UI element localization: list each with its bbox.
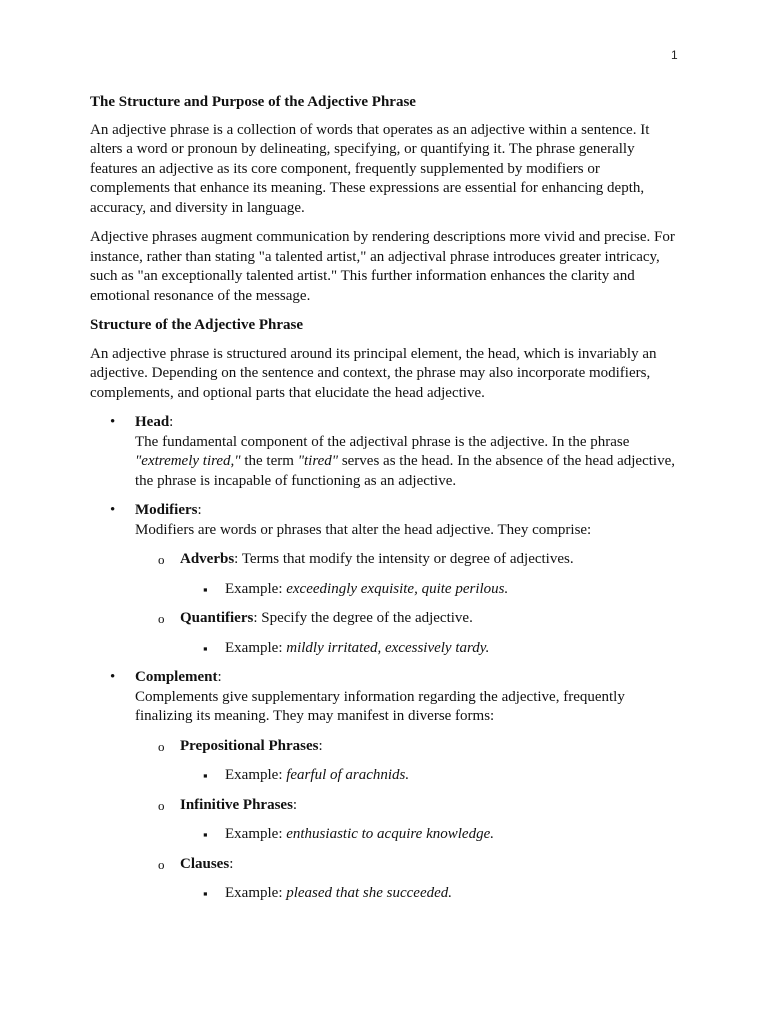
complement-colon: : [217, 669, 222, 685]
list-item-modifiers [90, 501, 682, 658]
section-heading: Structure of the Adjective Phrase [90, 317, 304, 333]
sublist-item-infinitive [135, 796, 682, 845]
structure-list [90, 413, 682, 904]
infinitive-desc: : [292, 796, 298, 813]
intro-paragraph-1: An adjective phrase is a collection of words that operates as an adjective within a sentence. It alters a word or pronoun by delineating, specifying, or quantifying it. The phrase generally features an adjective as its core component, frequently supplemented by modifiers or complements that enhance its meaning. These expressions are essential for enhancing depth, accuracy, and diversity in language. [90, 121, 650, 216]
intro-paragraph-2: Adjective phrases augment communication by rendering descriptions more vivid and precise. For instance, rather than stating "a talented artist," an adjectival phrase introduces greater intricacy, such as "an exceptionally talented artist." This further information enhances the clarity and emotional resonance of the message. [90, 229, 675, 304]
prepositional-label: Prepositional Phrases [180, 737, 319, 754]
complement-description: Complements give supplementary information regarding the adjective, frequently finalizing its meaning. They may manifest in diverse forms: [135, 688, 625, 724]
example-text: exceedingly exquisite, quite perilous. [286, 580, 509, 597]
example-prefix: Example: [225, 580, 287, 597]
modifiers-label: Modifiers [135, 502, 198, 518]
sublist-item-adverbs [135, 550, 682, 599]
head-label: Head [135, 414, 170, 430]
modifiers-colon: : [197, 502, 202, 518]
head-description [135, 433, 682, 492]
quantifiers-desc: : Specify the degree of the adjective. [253, 610, 473, 626]
sublist-item-clauses [135, 855, 682, 904]
clauses-label: Clauses [180, 855, 230, 872]
list-item-head [90, 413, 682, 491]
example-prefix: Example: [225, 826, 287, 842]
example-prefix: Example: [225, 885, 287, 901]
section-paragraph: An adjective phrase is structured around its principal element, the head, which is invariably an adjective. Depending on the sentence and context, the phrase may also incorporate modifiers, complements, and optional parts that elucidate the head adjective. [90, 345, 657, 401]
prepositional-desc: : [318, 737, 323, 754]
adverbs-label: Adverbs [180, 551, 235, 567]
example-text: mildly irritated, excessively tardy. [286, 639, 490, 656]
example-text: pleased that she succeeded. [286, 885, 453, 901]
complement-sublist [135, 737, 682, 904]
head-example-term: "tired" [297, 453, 339, 469]
example-item [180, 766, 682, 786]
example-item [180, 580, 682, 600]
page-number: 1 [671, 48, 678, 62]
quantifiers-label: Quantifiers [180, 610, 254, 626]
example-item [180, 639, 682, 659]
modifiers-description: Modifiers are words or phrases that alter the head adjective. They comprise: [135, 521, 592, 538]
infinitive-label: Infinitive Phrases [180, 796, 293, 813]
example-item [180, 825, 682, 845]
example-text: fearful of arachnids. [286, 767, 410, 783]
head-example-phrase: "extremely tired," [135, 453, 241, 469]
list-item-complement [90, 668, 682, 904]
clauses-examples [180, 884, 682, 904]
complement-label: Complement [135, 669, 218, 685]
head-text-c: the term [240, 453, 298, 469]
head-text-a: The fundamental component of the adjectival phrase is the adjective. In the phrase [135, 433, 630, 450]
example-text: enthusiastic to acquire knowledge. [286, 826, 494, 842]
quantifiers-examples [180, 639, 682, 659]
prepositional-examples [180, 766, 682, 786]
adverbs-examples [180, 580, 682, 600]
sublist-item-prepositional [135, 737, 682, 786]
clauses-desc: : [229, 855, 234, 872]
head-text-e: serves as the head. In the absence of the head adjective, the phrase is incapable of functioning as an adjective. [135, 453, 675, 489]
head-colon: : [169, 414, 174, 430]
example-prefix: Example: [225, 639, 287, 656]
adverbs-desc: : Terms that modify the intensity or degree of adjectives. [234, 551, 574, 567]
infinitive-examples [180, 825, 682, 845]
modifiers-sublist [135, 550, 682, 658]
example-item [180, 884, 682, 904]
example-prefix: Example: [225, 767, 287, 783]
document-body [90, 93, 682, 914]
sublist-item-quantifiers [135, 609, 682, 658]
document-title: The Structure and Purpose of the Adjective Phrase [90, 94, 416, 110]
